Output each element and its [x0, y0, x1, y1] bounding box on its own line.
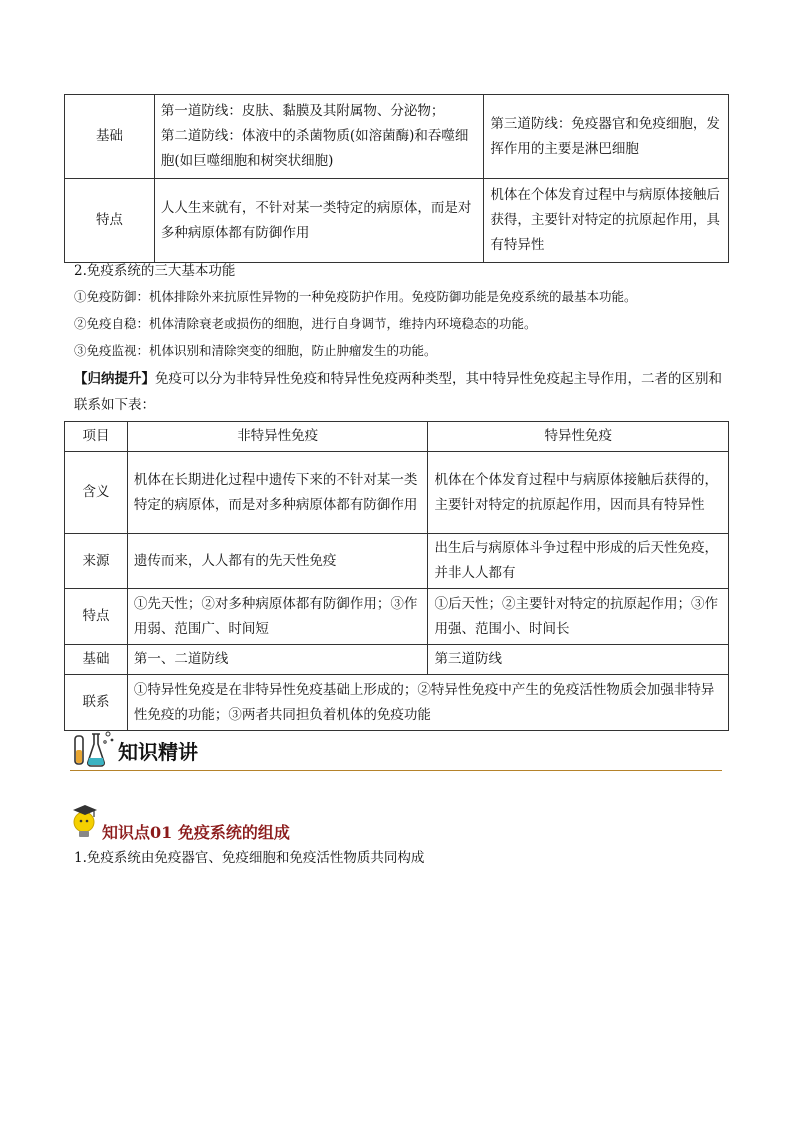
table-row — [65, 645, 729, 675]
table-cell: 第三道防线：免疫器官和免疫细胞，发挥作用的主要是淋巴细胞 — [484, 95, 729, 179]
cell-line: 第二道防线：体液中的杀菌物质(如溶菌酶)和吞噬细胞(如巨噬细胞和树突状细胞) — [160, 128, 469, 169]
table-row — [65, 452, 729, 534]
knowledge-point-title: 知识点01 免疫系统的组成 — [102, 823, 290, 842]
row-label: 基础 — [65, 95, 155, 179]
list-item: ②免疫自稳：机体清除衰老或损伤的细胞，进行自身调节，维持内环境稳态的功能。 — [74, 316, 537, 331]
row-label: 联系 — [65, 675, 128, 731]
table-cell: 人人生来就有，不针对某一类特定的病原体，而是对多种病原体都有防御作用 — [154, 179, 483, 263]
column-header: 特异性免疫 — [428, 422, 729, 452]
table-cell: 第三道防线 — [428, 645, 729, 675]
row-label: 特点 — [65, 589, 128, 645]
table-row — [65, 95, 729, 179]
section-title: 知识精讲 — [118, 740, 198, 764]
row-label: 特点 — [65, 179, 155, 263]
table-cell: 机体在个体发育过程中与病原体接触后获得，主要针对特定的抗原起作用，具有特异性 — [484, 179, 729, 263]
knowledge-point-header — [70, 802, 470, 842]
row-label: 来源 — [65, 534, 128, 589]
column-header: 项目 — [65, 422, 128, 452]
table-row — [65, 589, 729, 645]
summary-paragraph — [74, 366, 729, 418]
table-header-row — [65, 422, 729, 452]
knowledge-point-text: 1.免疫系统由免疫器官、免疫细胞和免疫活性物质共同构成 — [74, 850, 425, 866]
table-cell — [154, 95, 483, 179]
table-cell: ①先天性；②对多种病原体都有防御作用；③作用弱、范围广、时间短 — [127, 589, 428, 645]
table-row — [65, 675, 729, 731]
immunity-comparison-table — [64, 421, 729, 731]
table-cell: ①后天性；②主要针对特定的抗原起作用；③作用强、范围小、时间长 — [428, 589, 729, 645]
table-cell: ①特异性免疫是在非特异性免疫基础上形成的；②特异性免疫中产生的免疫活性物质会加强非特异性免疫的功能；③两者共同担负着机体的免疫功能 — [127, 675, 728, 731]
list-item: ③免疫监视：机体识别和清除突变的细胞，防止肿瘤发生的功能。 — [74, 343, 437, 358]
section-heading: 2.免疫系统的三大基本功能 — [74, 263, 236, 279]
cell-line: 第一道防线：皮肤、黏膜及其附属物、分泌物； — [160, 103, 445, 119]
graduate-bulb-icon — [70, 802, 100, 840]
defense-lines-table — [64, 94, 729, 263]
row-label: 基础 — [65, 645, 128, 675]
table-row — [65, 179, 729, 263]
column-header: 非特异性免疫 — [127, 422, 428, 452]
list-item: ①免疫防御：机体排除外来抗原性异物的一种免疫防护作用。免疫防御功能是免疫系统的最基本功能。 — [74, 289, 637, 304]
table-cell: 机体在个体发育过程中与病原体接触后获得的，主要针对特定的抗原起作用，因而具有特异性 — [428, 452, 729, 534]
table-row — [65, 534, 729, 589]
table-cell: 出生后与病原体斗争过程中形成的后天性免疫，并非人人都有 — [428, 534, 729, 589]
section-header — [70, 728, 722, 771]
lab-flask-icon — [72, 728, 116, 768]
table-cell: 机体在长期进化过程中遗传下来的不针对某一类特定的病原体，而是对多种病原体都有防御作用 — [127, 452, 428, 534]
summary-text: 免疫可以分为非特异性免疫和特异性免疫两种类型，其中特异性免疫起主导作用，二者的区别和联系如下表： — [74, 371, 722, 413]
table-cell: 遗传而来，人人都有的先天性免疫 — [127, 534, 428, 589]
summary-tag: 【归纳提升】 — [74, 371, 155, 387]
table-cell: 第一、二道防线 — [127, 645, 428, 675]
row-label: 含义 — [65, 452, 128, 534]
